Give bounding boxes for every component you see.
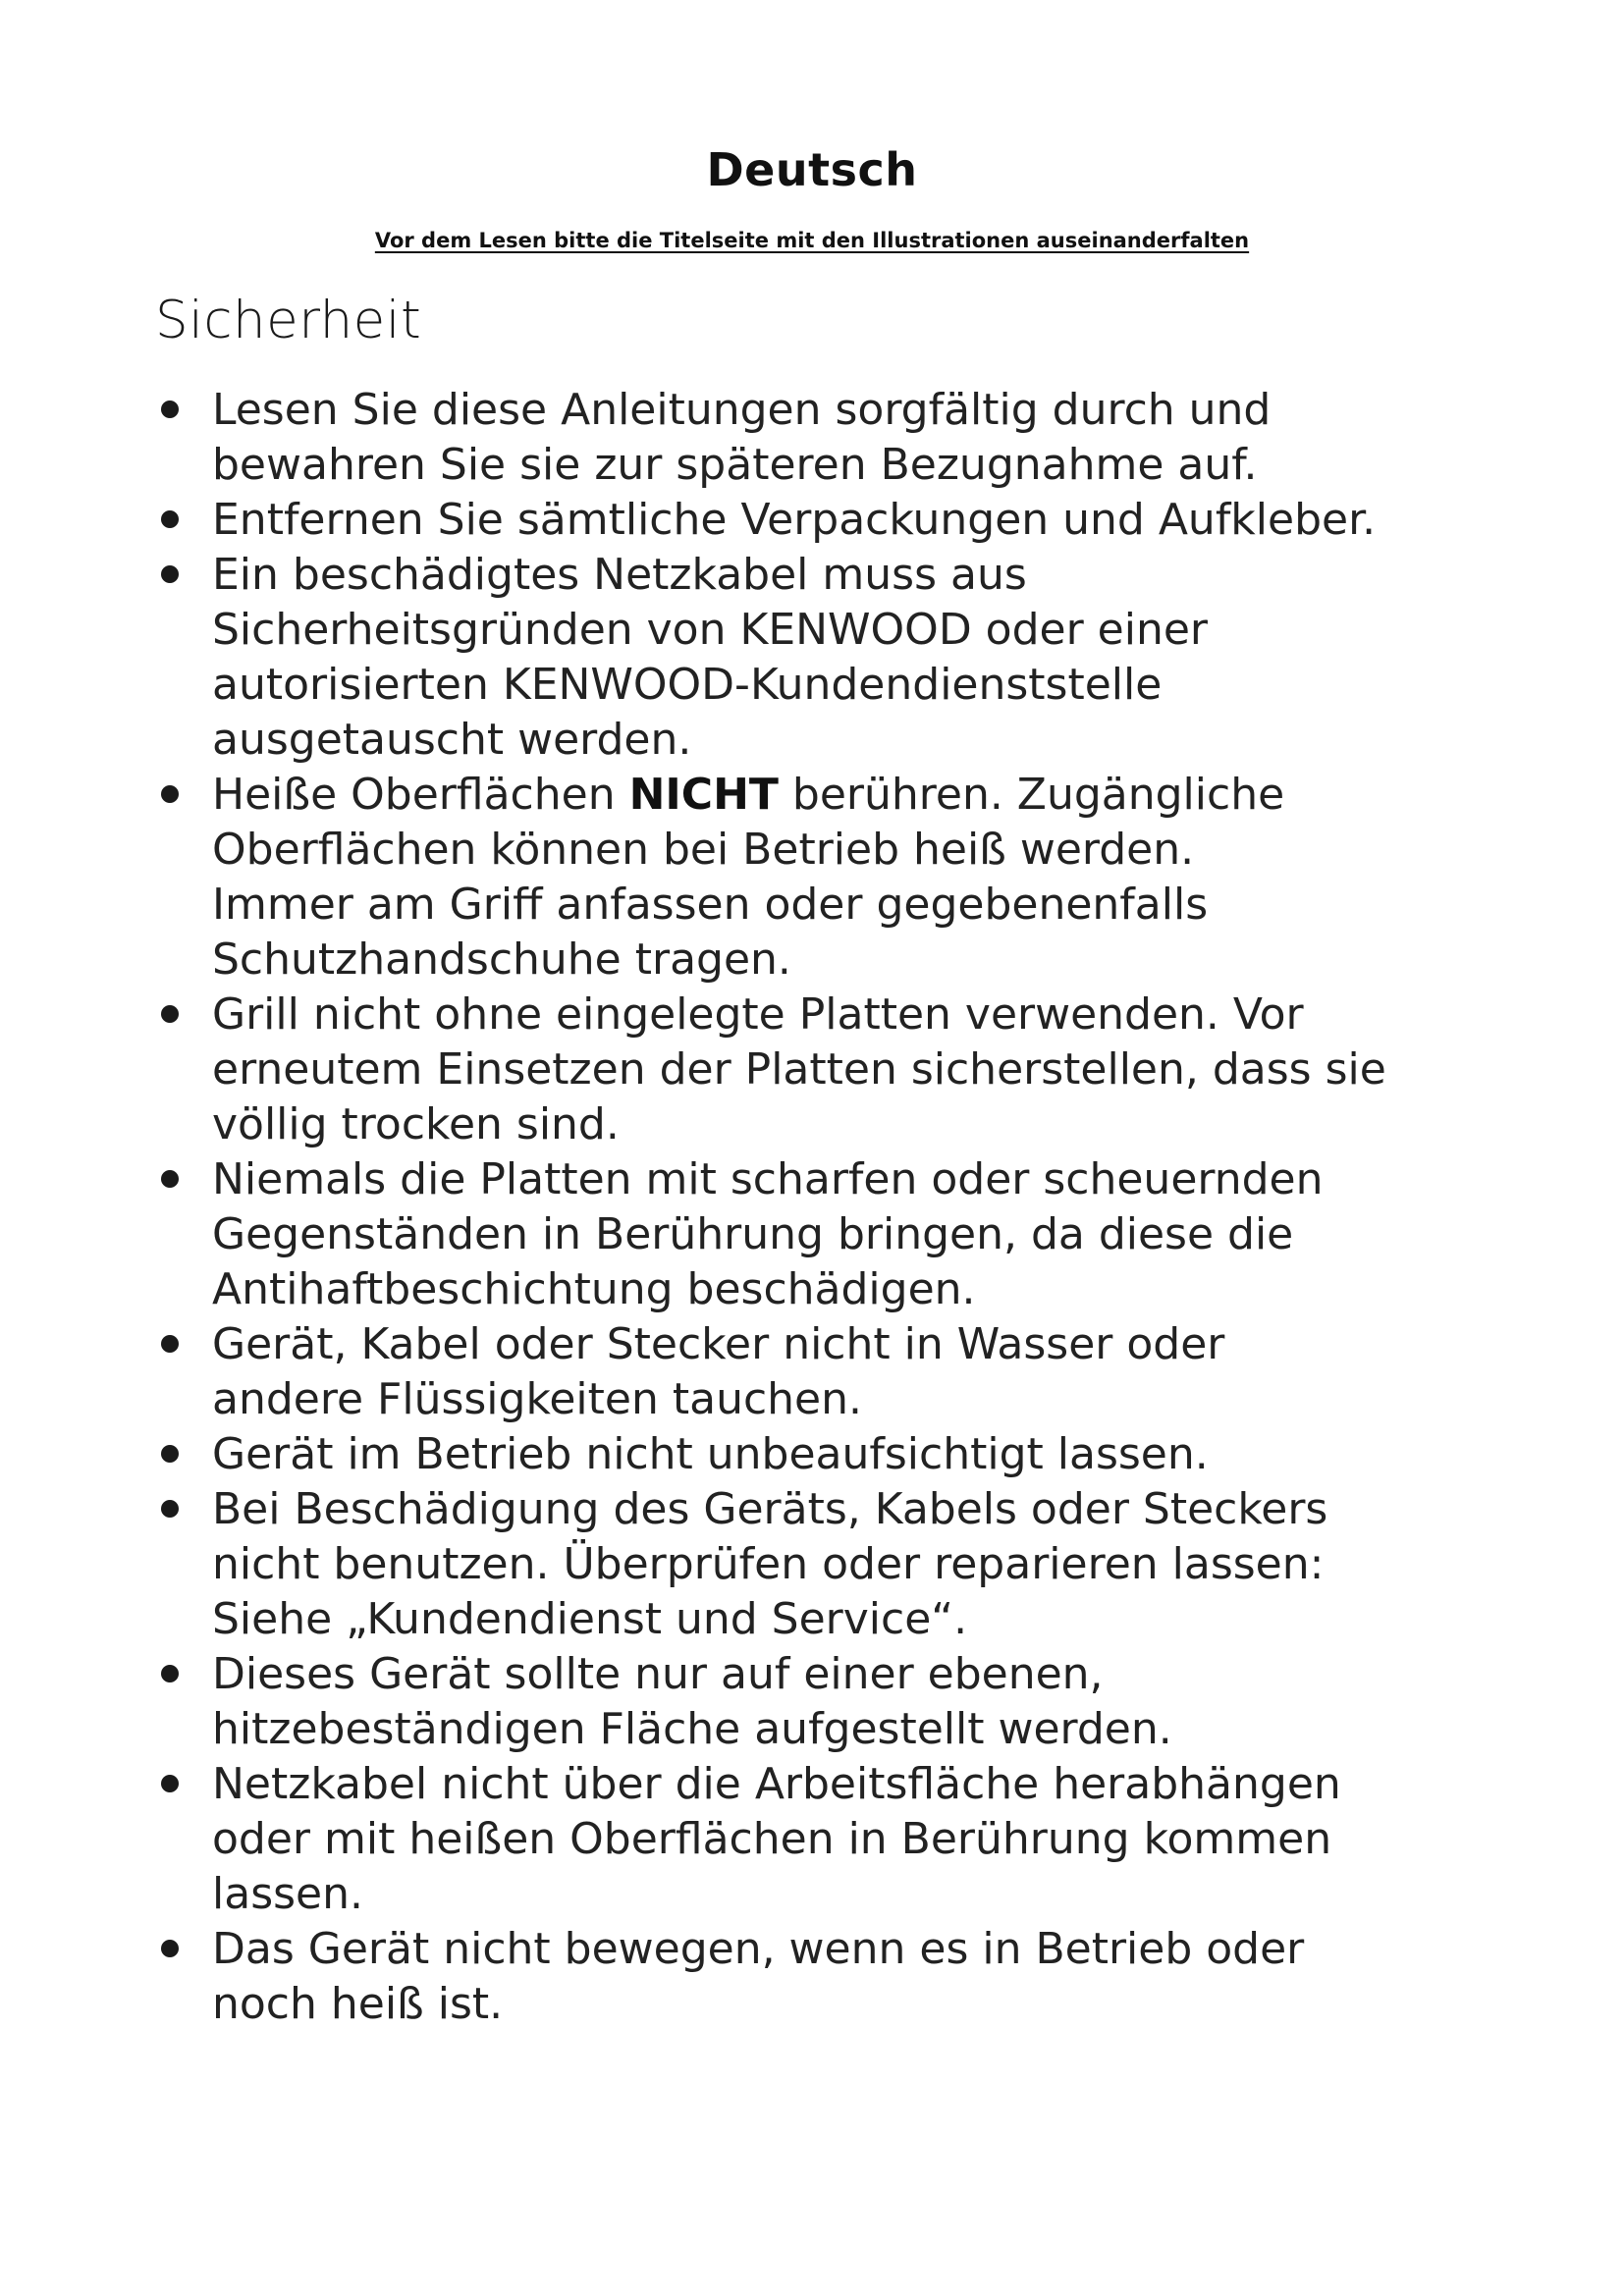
item-line: erneutem Einsetzen der Platten sicherstellen, dass sie — [212, 1044, 1386, 1095]
item-line: ausgetauscht werden. — [212, 715, 692, 765]
bullet-icon — [161, 565, 179, 583]
emphasis-text: NICHT — [628, 770, 779, 820]
bullet-icon — [161, 1445, 179, 1463]
safety-item — [155, 988, 1530, 1152]
safety-item — [155, 1482, 1530, 1647]
item-line: völlig trocken sind. — [212, 1099, 620, 1149]
item-line — [212, 768, 1530, 823]
bullet-icon — [161, 1335, 179, 1353]
bullet-icon — [161, 785, 179, 803]
item-line: Entfernen Sie sämtliche Verpackungen und Aufkleber. — [212, 495, 1377, 545]
safety-item — [155, 1757, 1530, 1922]
bullet-icon — [161, 510, 179, 528]
page-subheading: Vor dem Lesen bitte die Titelseite mit den Illustrationen auseinanderfalten — [374, 229, 1250, 252]
safety-item — [155, 1922, 1530, 2032]
safety-item — [155, 768, 1530, 988]
item-line: autorisierten KENWOOD-Kundendienststelle — [212, 660, 1163, 710]
safety-item — [155, 1427, 1530, 1482]
item-line: bewahren Sie sie zur späteren Bezugnahme auf. — [212, 440, 1258, 490]
safety-item — [155, 493, 1530, 548]
item-line-suffix: berühren. Zugängliche — [778, 770, 1285, 820]
safety-item — [155, 383, 1530, 493]
item-line: nicht benutzen. Überprüfen oder reparieren lassen: — [212, 1539, 1325, 1589]
item-line: noch heiß ist. — [212, 1979, 504, 2029]
item-line: Sicherheitsgründen von KENWOOD oder einer — [212, 605, 1209, 655]
safety-item — [155, 1317, 1530, 1427]
item-line: lassen. — [212, 1869, 363, 1919]
item-line: Das Gerät nicht bewegen, wenn es in Betrieb oder — [212, 1924, 1305, 1974]
safety-item — [155, 1647, 1530, 1757]
section-title: Sicherheit — [155, 291, 422, 350]
item-line: Immer am Griff anfassen oder gegebenenfalls — [212, 880, 1209, 930]
item-line: Gerät im Betrieb nicht unbeaufsichtigt lassen. — [212, 1429, 1209, 1479]
bullet-icon — [161, 1665, 179, 1682]
item-line: hitzebeständigen Fläche aufgestellt werden. — [212, 1704, 1172, 1754]
item-line: Bei Beschädigung des Geräts, Kabels oder Steckers — [212, 1484, 1328, 1534]
bullet-icon — [161, 1005, 179, 1023]
item-line: oder mit heißen Oberflächen in Berührung kommen — [212, 1814, 1332, 1864]
safety-item — [155, 548, 1530, 768]
safety-item — [155, 1152, 1530, 1317]
item-line: Schutzhandschuhe tragen. — [212, 934, 791, 985]
bullet-icon — [161, 1940, 179, 1957]
item-line: Dieses Gerät sollte nur auf einer ebenen, — [212, 1649, 1104, 1699]
page-heading: Deutsch — [706, 143, 918, 196]
item-line: Grill nicht ohne eingelegte Platten verwenden. Vor — [212, 989, 1304, 1040]
item-line: Gegenständen in Berührung bringen, da diese die — [212, 1209, 1294, 1259]
safety-list — [155, 383, 1530, 2032]
item-line: Siehe „Kundendienst und Service“. — [212, 1594, 968, 1644]
item-line: Antihaftbeschichtung beschädigen. — [212, 1264, 976, 1314]
bullet-icon — [161, 1500, 179, 1518]
item-line: Gerät, Kabel oder Stecker nicht in Wasser oder — [212, 1319, 1225, 1369]
item-line: andere Flüssigkeiten tauchen. — [212, 1374, 862, 1424]
bullet-icon — [161, 1170, 179, 1188]
item-line: Niemals die Platten mit scharfen oder scheuernden — [212, 1154, 1324, 1204]
item-line: Oberflächen können bei Betrieb heiß werden. — [212, 825, 1195, 875]
bullet-icon — [161, 1775, 179, 1792]
item-line-prefix: Heiße Oberflächen — [212, 770, 629, 820]
bullet-icon — [161, 400, 179, 418]
item-line: Netzkabel nicht über die Arbeitsfläche herabhängen — [212, 1759, 1341, 1809]
item-line: Lesen Sie diese Anleitungen sorgfältig durch und — [212, 385, 1272, 435]
item-line: Ein beschädigtes Netzkabel muss aus — [212, 550, 1027, 600]
